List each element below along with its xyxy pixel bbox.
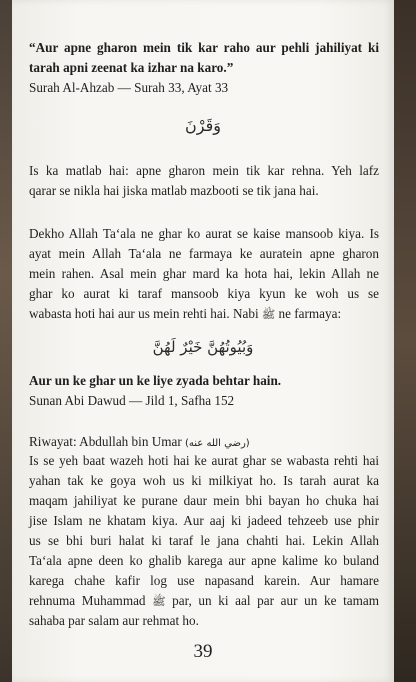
riwayat-line-6: Ta‘ala apne deen ko ghalib karega aur apne kalime ko buland — [29, 553, 379, 568]
arabic-hadith: وَبُيُوتُهُنَّ خَيْرٌ لَهُنَّ — [152, 338, 254, 356]
riwayat-line-7: karega chahe kafir log use napasand karein. Aur hamare — [29, 573, 379, 588]
riwayat-line-1: Is se yeh baat wazeh hoti hai ke aurat ghar se wabasta rehti hai — [29, 453, 379, 468]
riwayat-line-8 — [29, 591, 379, 612]
book-page — [12, 0, 394, 682]
riwayat-line-4: jise Islam ne khatam kiya. Aur aaj ki jadeed tehzeeb use phir — [29, 513, 379, 528]
paragraph2-line-5 — [29, 304, 379, 325]
verse-line-2: tarah apni zeenat ka izhar na karo.” — [29, 60, 234, 75]
riwayat-arabic: (رضي الله عنه) — [185, 438, 250, 449]
riwayat-line-2: yahan tak ke goya woh us ki milkiyat ho. Is tarah aurat ka — [29, 473, 379, 488]
background-left — [0, 0, 12, 682]
background-right — [394, 0, 416, 682]
arabic-word: وَقَرْنَ — [185, 116, 221, 135]
salla-mark-2: ﷺ — [152, 595, 166, 608]
riwayat-line-8-b: par, un ki aal par aur un ke tamam — [172, 593, 379, 608]
riwayat-line-8-a: rehnuma Muhammad — [29, 593, 146, 608]
riwayat-line-9: sahaba par salam aur rehmat ho. — [29, 613, 199, 628]
riwayat-line-5: us se bhi buri halat ki taraf le jana chahti hai. Lekin Allah — [29, 533, 379, 548]
riwayat-line-3: maqam jahiliyat ke purane daur mein bhi bayan ho chuka hai — [29, 493, 379, 508]
page-number: 39 — [193, 641, 213, 662]
salla-mark: ﷺ — [261, 308, 276, 321]
paragraph2-line-5-text: wabasta hoti hai aur us mein rehti hai. Nabi — [29, 306, 259, 321]
paragraph2-line-3: mein rahen. Asal mein ghar mard ka hota hai, lekin Allah ne — [29, 266, 379, 281]
verse-reference: Surah Al-Ahzab — Surah 33, Ayat 33 — [29, 80, 229, 95]
hadith-reference: Sunan Abi Dawud — Jild 1, Safha 152 — [29, 393, 235, 408]
riwayat-label: Riwayat: Abdullah bin Umar — [29, 434, 182, 449]
paragraph2-line-2: ayat mein Allah Ta‘ala ne farmaya ke auratein apne gharon — [29, 246, 379, 261]
verse-line-1: “Aur apne gharon mein tik kar raho aur pehli jahiliyat ki — [29, 40, 379, 55]
paragraph2-line-4: ghar ko aurat ki taraf mansoob kiya kyun ke woh us se — [29, 286, 379, 301]
explanation-line-1: Is ka matlab hai: apne gharon mein tik kar rehna. Yeh lafz — [29, 163, 379, 178]
paragraph2-line-5-end: ne farmaya: — [278, 306, 342, 321]
explanation-line-2: qarar se nikla hai jiska matlab mazbooti se tik jana hai. — [29, 183, 319, 198]
hadith-translation: Aur un ke ghar un ke liye zyada behtar hain. — [29, 373, 282, 388]
paragraph2-line-1: Dekho Allah Ta‘ala ne ghar ko aurat se kaise mansoob kiya. Is — [29, 226, 379, 241]
